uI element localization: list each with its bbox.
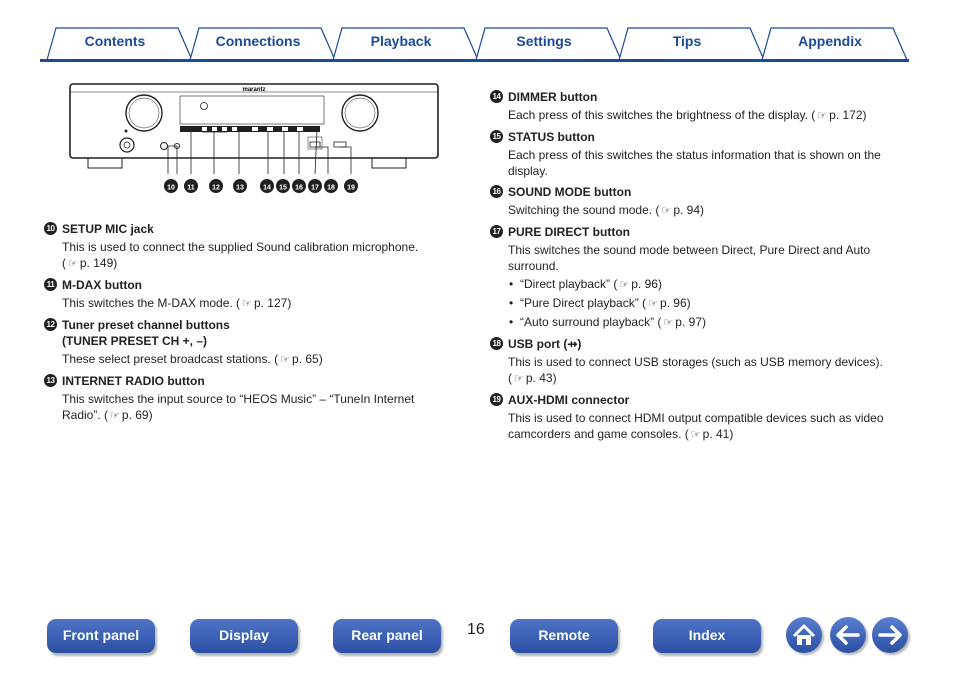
callout-18: 18: [327, 184, 335, 192]
item-title: AUX-HDMI connector: [508, 393, 630, 407]
page-ref-link[interactable]: p. 149: [79, 256, 114, 270]
bullet-item: • “Auto surround playback” ( ☞ p. 97): [508, 314, 910, 331]
forward-button[interactable]: [872, 617, 908, 653]
usb-icon: ⇸: [567, 337, 578, 351]
item-number: 11: [44, 278, 57, 291]
item-body: This switches the sound mode between Direct, Pure Direct and Auto surround.: [508, 243, 871, 273]
item-number: 18: [490, 337, 503, 350]
reference-hand-icon: ☞: [110, 410, 120, 422]
callout-19: 19: [347, 184, 355, 192]
right-description-column: [490, 89, 910, 448]
reference-hand-icon: ☞: [242, 298, 252, 310]
item-number: 19: [490, 393, 503, 406]
item-internet-radio: 13 INTERNET RADIO button This switches the input source to “HEOS Music” – “TuneIn Internet Radio”. ( ☞ p. 69): [44, 373, 444, 424]
page-ref-link[interactable]: p. 65: [292, 352, 319, 366]
reference-hand-icon: ☞: [648, 298, 658, 310]
bullet-item: • “Direct playback” ( ☞ p. 96): [508, 276, 910, 293]
tab-connections[interactable]: Connections: [215, 33, 301, 49]
front-panel-button[interactable]: Front panel: [47, 619, 155, 653]
top-tab-bar: [0, 0, 954, 64]
tab-shapes: [0, 0, 954, 64]
reference-hand-icon: ☞: [663, 317, 674, 329]
item-body: Each press of this switches the status information that is shown on the display.: [508, 148, 881, 178]
item-status: [490, 129, 910, 179]
item-aux-hdmi: 19 AUX-HDMI connector This is used to connect HDMI output compatible devices such as video camcorders and game consoles. ( ☞ p. 41): [490, 392, 910, 443]
page-ref-link[interactable]: p. 94: [673, 203, 701, 217]
back-button[interactable]: [830, 617, 866, 653]
item-body: This switches the M-DAX mode.: [62, 296, 233, 310]
remote-button[interactable]: Remote: [510, 619, 618, 653]
reference-hand-icon: ☞: [280, 354, 290, 366]
item-title: SETUP MIC jack: [62, 222, 154, 236]
item-setup-mic: 10 SETUP MIC jack This is used to connect the supplied Sound calibration microphone. ( ☞ p. 149): [44, 221, 444, 272]
item-number: 15: [490, 130, 503, 143]
item-number: 16: [490, 185, 503, 198]
page-ref-link[interactable]: p. 96: [659, 296, 687, 310]
item-title: Tuner preset channel buttons: [62, 318, 230, 332]
home-icon: [786, 617, 822, 653]
left-description-column: [44, 221, 444, 429]
item-title: M-DAX button: [62, 278, 142, 292]
item-body: Each press of this switches the brightness of the display.: [508, 108, 808, 122]
home-button[interactable]: [786, 617, 822, 653]
callout-10: 10: [167, 184, 175, 192]
item-body: This switches the input source to “HEOS Music” – “TuneIn Internet Radio”.: [62, 392, 415, 422]
index-button[interactable]: Index: [653, 619, 761, 653]
page-ref-link[interactable]: p. 41: [702, 427, 730, 441]
item-number: 12: [44, 318, 57, 331]
item-mdax: 11 M-DAX button This switches the M-DAX mode. ( ☞ p. 127): [44, 277, 444, 312]
tab-settings[interactable]: Settings: [516, 33, 572, 49]
receiver-drawing: [62, 80, 442, 200]
item-title: USB port (: [508, 337, 568, 351]
page-number: 16: [467, 621, 485, 638]
item-tuner-preset: 12 Tuner preset channel buttons (TUNER PRESET CH +, –) These select preset broadcast stations. ( ☞ p. 65): [44, 317, 444, 368]
callout-11: 11: [187, 184, 195, 192]
brand-logo: marantz: [242, 87, 266, 93]
page-ref-link[interactable]: p. 96: [631, 277, 658, 291]
item-sound-mode: 16 SOUND MODE button Switching the sound mode. ( ☞ p. 94): [490, 184, 910, 219]
item-body: This is used to connect USB storages (such as USB memory devices).: [508, 355, 883, 369]
page-ref-link[interactable]: p. 97: [675, 315, 702, 329]
item-body: These select preset broadcast stations.: [62, 352, 271, 366]
reference-hand-icon: ☞: [817, 110, 828, 122]
tab-contents[interactable]: Contents: [84, 33, 146, 49]
page-ref-link[interactable]: p. 172: [829, 108, 863, 122]
reference-hand-icon: ☞: [661, 205, 672, 217]
item-title: DIMMER button: [508, 90, 598, 104]
item-number: 14: [490, 90, 503, 103]
item-pure-direct: [490, 224, 910, 331]
item-body: This is used to connect HDMI output compatible devices such as video camcorders and game consoles.: [508, 411, 884, 441]
item-title: SOUND MODE button: [508, 185, 632, 199]
page-ref-link[interactable]: p. 127: [253, 296, 288, 310]
item-usb-port: 18 USB port (⇸) This is used to connect USB storages (such as USB memory devices). ( ☞ p. 43): [490, 336, 910, 387]
reference-hand-icon: ☞: [68, 258, 78, 270]
bullet-item: • “Pure Direct playback” ( ☞ p. 96): [508, 295, 910, 312]
callout-12: 12: [212, 184, 220, 192]
display-button[interactable]: Display: [190, 619, 298, 653]
reference-hand-icon: ☞: [514, 373, 524, 385]
item-title: STATUS button: [508, 130, 595, 144]
callout-14: 14: [263, 184, 271, 192]
callout-15: 15: [279, 184, 287, 192]
item-title-line2: (TUNER PRESET CH +, –): [62, 334, 208, 348]
page-ref-link[interactable]: p. 43: [525, 371, 553, 385]
tab-appendix[interactable]: Appendix: [798, 33, 862, 49]
callout-16: 16: [295, 184, 303, 192]
forward-arrow-icon: [872, 617, 908, 653]
item-body: Switching the sound mode.: [508, 203, 653, 217]
reference-hand-icon: ☞: [690, 429, 701, 441]
tab-tips[interactable]: Tips: [672, 33, 702, 49]
reference-hand-icon: ☞: [619, 279, 630, 291]
rear-panel-button[interactable]: Rear panel: [333, 619, 441, 653]
item-title: PURE DIRECT button: [508, 225, 630, 239]
callout-17: 17: [311, 184, 319, 192]
back-arrow-icon: [830, 617, 866, 653]
page-ref-link[interactable]: p. 69: [121, 408, 149, 422]
callout-13: 13: [236, 184, 244, 192]
item-number: 17: [490, 225, 503, 238]
item-number: 13: [44, 374, 57, 387]
item-title: INTERNET RADIO button: [62, 374, 205, 388]
item-dimmer: 14 DIMMER button Each press of this switches the brightness of the display. ( ☞ p. 172): [490, 89, 910, 124]
front-panel-illustration: [62, 80, 442, 205]
item-body: This is used to connect the supplied Sound calibration microphone.: [62, 240, 419, 254]
item-number: 10: [44, 222, 57, 235]
tab-playback[interactable]: Playback: [370, 33, 432, 49]
